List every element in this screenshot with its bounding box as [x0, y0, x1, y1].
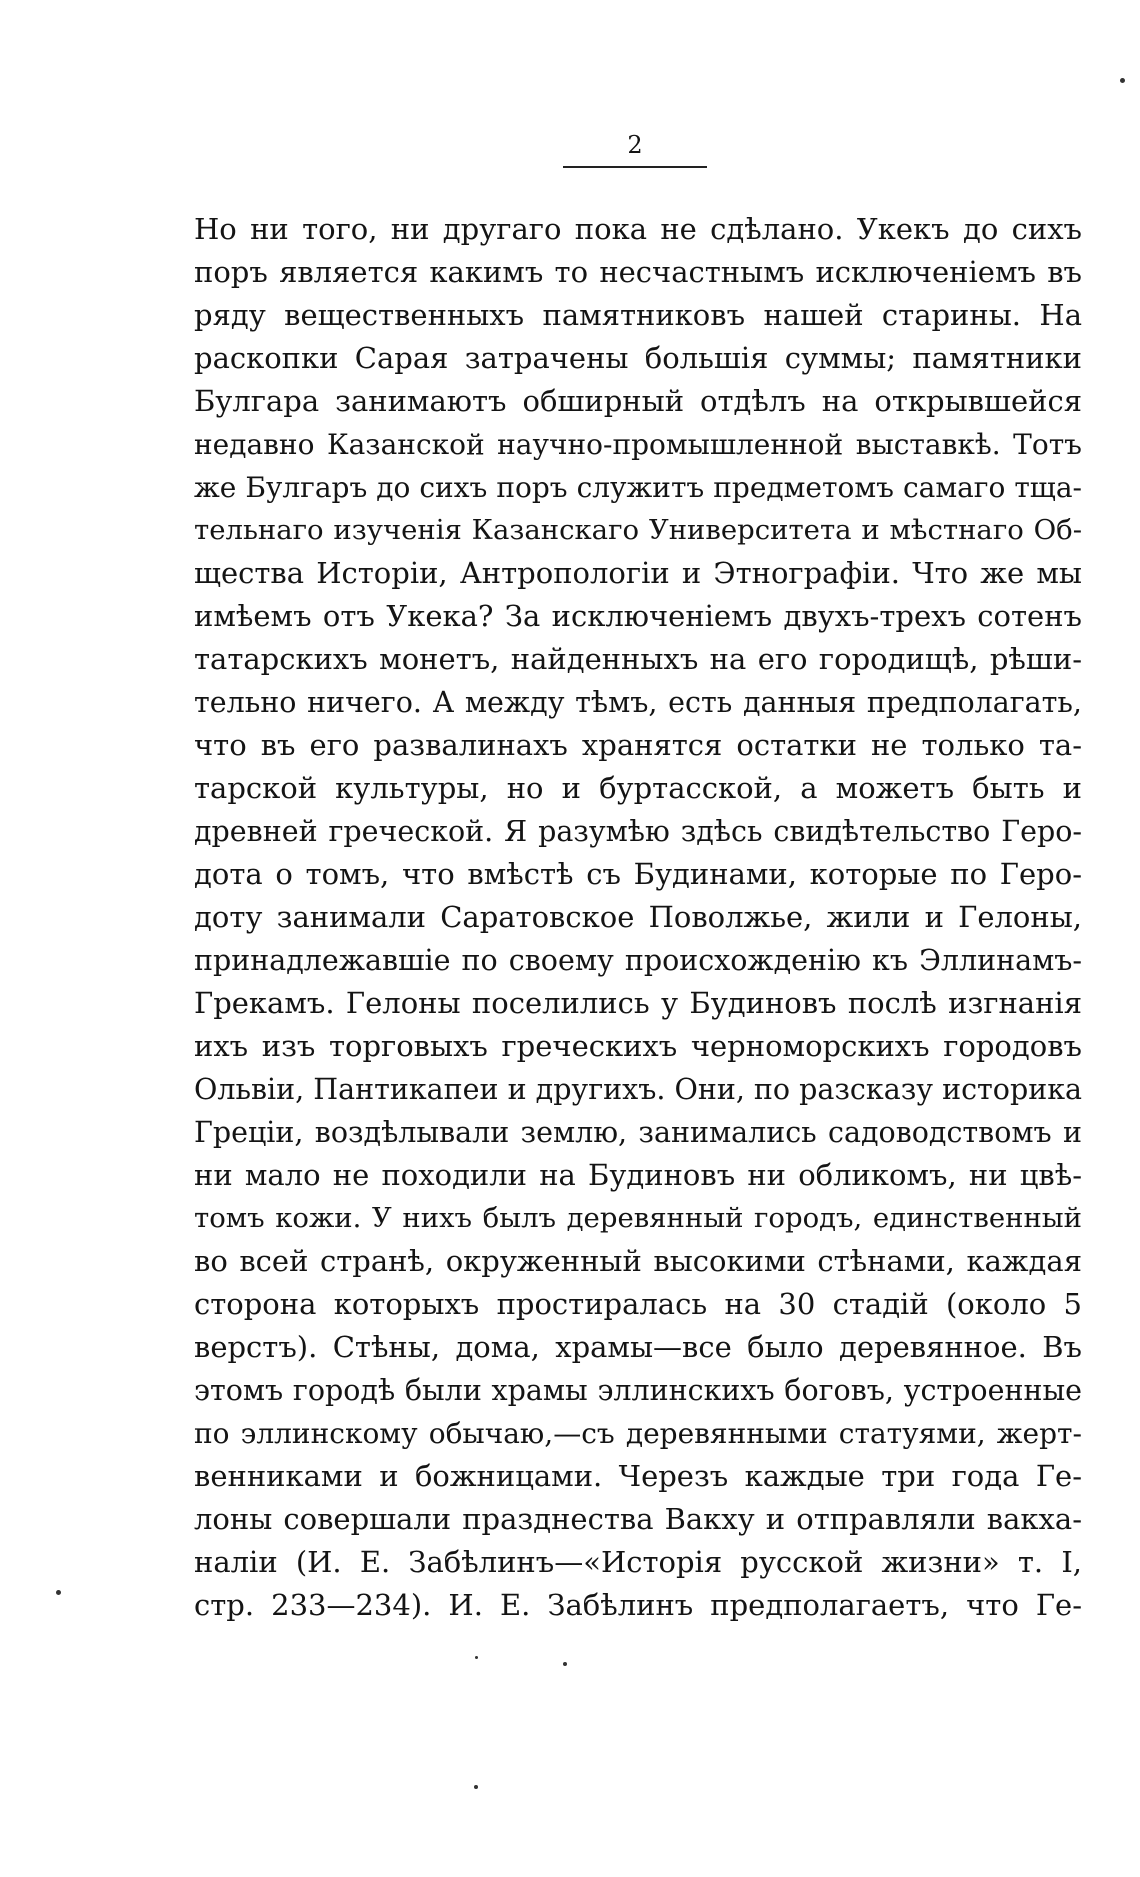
text-line: тельно ничего. А между тѣмъ, есть данныя предполагать,: [194, 686, 1082, 719]
text-line: сторона которыхъ простиралась на 30 стадій (около 5: [194, 1287, 1082, 1321]
scan-speck: [563, 1662, 567, 1666]
text-line: татарскихъ монетъ, найденныхъ на его городищѣ, рѣши-: [194, 642, 1082, 676]
text-line: стр. 233—234). И. Е. Забѣлинъ предполагаетъ, что Ге-: [194, 1588, 1082, 1622]
scan-speck: [1120, 78, 1125, 83]
text-line: же Булгаръ до сихъ поръ служитъ предметомъ самаго тща-: [194, 471, 1082, 504]
body-text: [194, 208, 1082, 1627]
text-line: щества Исторіи, Антропологіи и Этнографіи. Что же мы: [194, 556, 1082, 590]
text-line: во всей странѣ, окруженный высокими стѣнами, каждая: [194, 1244, 1082, 1278]
scan-speck: [474, 1785, 478, 1789]
text-line: тельнаго изученія Казанскаго Университета и мѣстнаго Об-: [194, 514, 1082, 546]
text-line: ни мало не походили на Будиновъ ни обликомъ, ни цвѣ-: [194, 1158, 1082, 1192]
text-line: дота о томъ, что вмѣстѣ съ Будинами, которые по Геро-: [194, 857, 1082, 891]
text-line: венниками и божницами. Черезъ каждые три года Ге-: [194, 1459, 1082, 1493]
text-line: лоны совершали празднества Вакху и отправляли вакха-: [194, 1502, 1082, 1536]
text-line: Ольвіи, Пантикапеи и другихъ. Они, по разсказу историка: [194, 1073, 1082, 1106]
page-number: 2: [627, 131, 643, 159]
text-line: этомъ городѣ были храмы эллинскихъ боговъ, устроенные: [194, 1374, 1082, 1407]
text-line: Греціи, воздѣлывали землю, занимались садоводствомъ и: [194, 1116, 1082, 1149]
page-header: [560, 128, 710, 168]
header-rule: [563, 166, 707, 168]
text-line: недавно Казанской научно-промышленной выставкѣ. Тотъ: [194, 428, 1082, 461]
text-line: ихъ изъ торговыхъ греческихъ черноморскихъ городовъ: [194, 1029, 1082, 1063]
text-line: поръ является какимъ то несчастнымъ исключеніемъ въ: [194, 255, 1082, 289]
text-line: что въ его развалинахъ хранятся остатки не только та-: [194, 728, 1082, 762]
text-line: Но ни того, ни другаго пока не сдѣлано. Укекъ до сихъ: [194, 212, 1082, 246]
scan-speck: [56, 1590, 61, 1595]
text-line: Булгара занимаютъ обширный отдѣлъ на открывшейся: [194, 384, 1082, 418]
text-line: верстъ). Стѣны, дома, храмы—все было деревянное. Въ: [194, 1330, 1082, 1364]
text-line: Грекамъ. Гелоны поселились у Будиновъ послѣ изгнанія: [194, 986, 1082, 1020]
text-line: доту занимали Саратовское Поволжье, жили и Гелоны,: [194, 900, 1082, 934]
text-line: имѣемъ отъ Укека? За исключеніемъ двухъ-трехъ сотенъ: [194, 599, 1082, 633]
text-line: принадлежавшіе по своему происхожденію къ Эллинамъ-: [194, 944, 1082, 977]
text-line: древней греческой. Я разумѣю здѣсь свидѣтельство Геро-: [194, 815, 1082, 848]
text-line: томъ кожи. У нихъ былъ деревянный городъ, единственный: [194, 1202, 1082, 1234]
text-line: тарской культуры, но и буртасской, а можетъ быть и: [194, 771, 1082, 805]
text-line: раскопки Сарая затрачены большія суммы; памятники: [194, 341, 1082, 375]
text-line: ряду вещественныхъ памятниковъ нашей старины. На: [194, 298, 1082, 332]
text-line: наліи (И. Е. Забѣлинъ—«Исторія русской жизни» т. I,: [194, 1545, 1082, 1579]
text-line: по эллинскому обычаю,—съ деревянными статуями, жерт-: [194, 1417, 1082, 1450]
scan-speck: [475, 1656, 478, 1659]
